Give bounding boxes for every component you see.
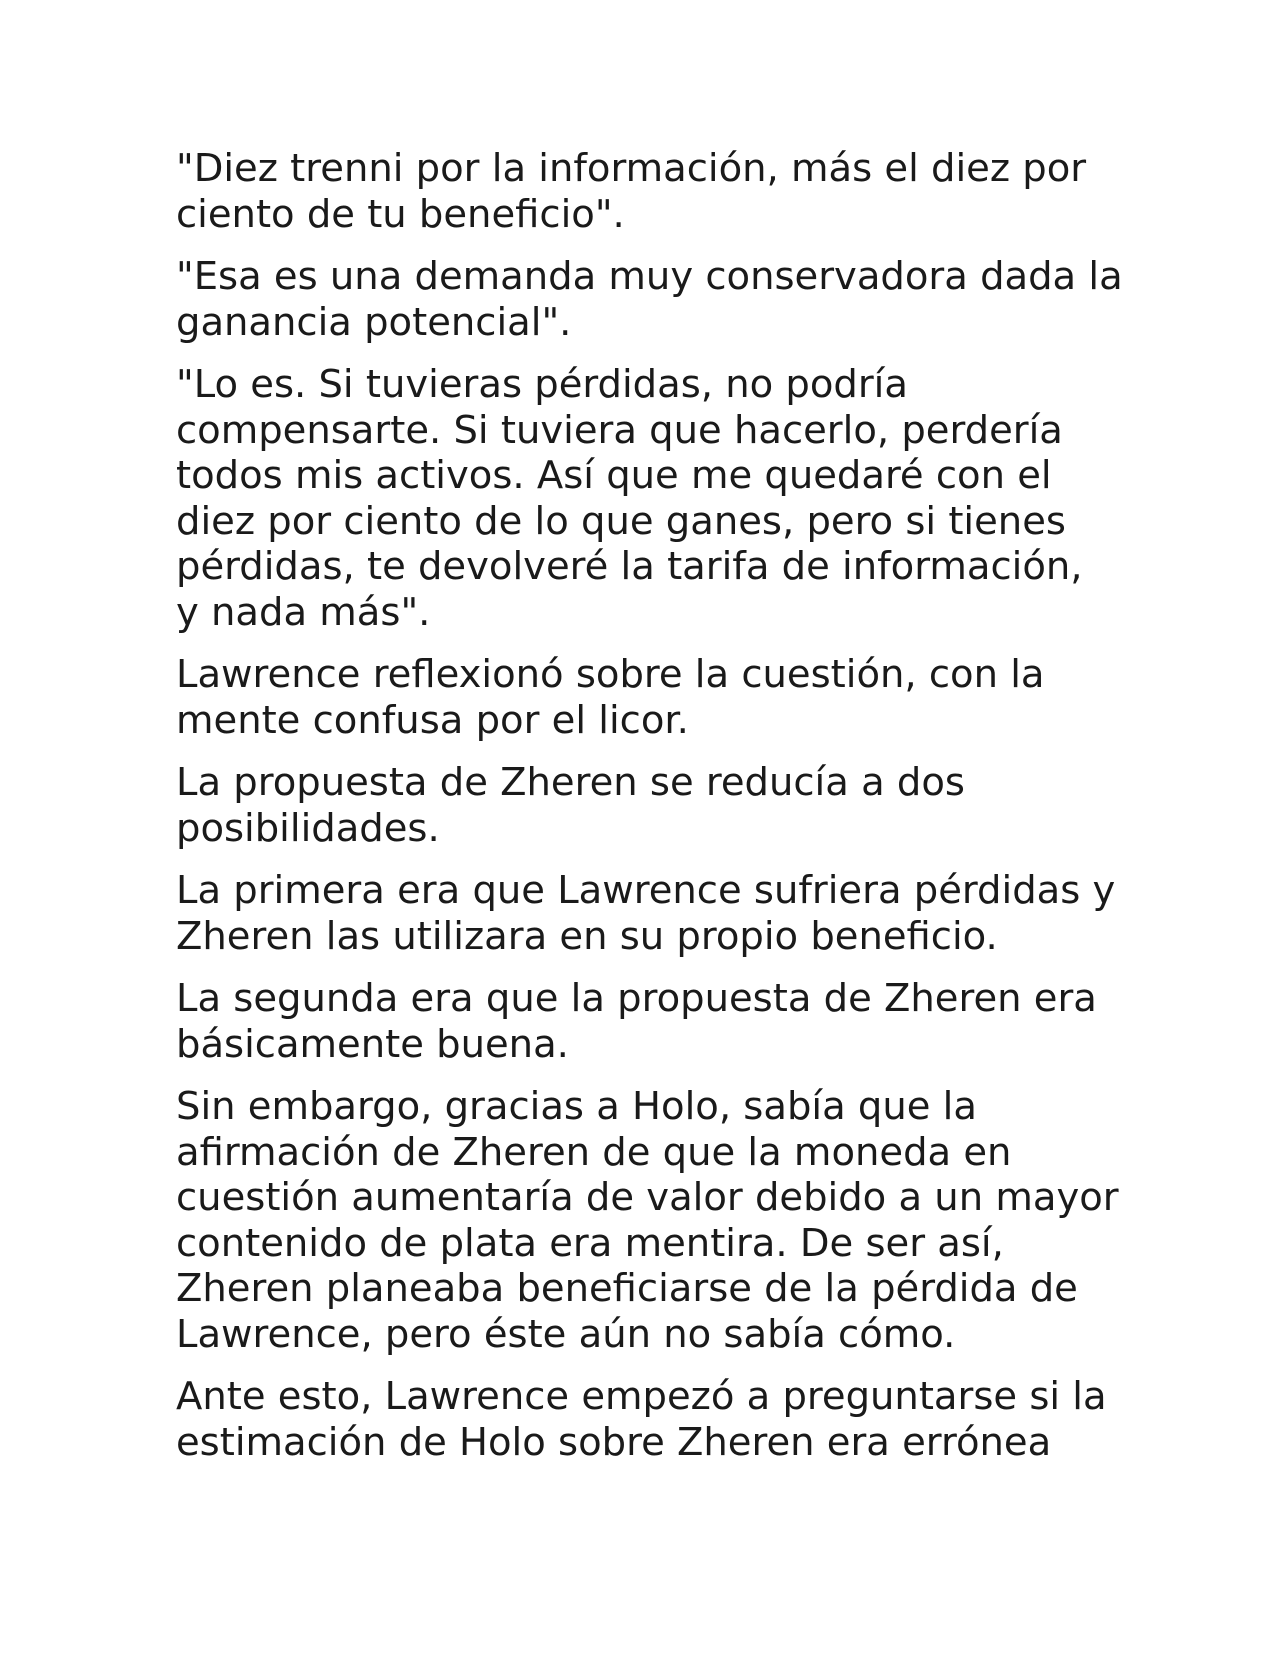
text-line: contenido de plata era mentira. De ser así, <box>176 1220 1004 1266</box>
text-line: posibilidades. <box>176 805 440 851</box>
paragraph <box>176 1374 1116 1465</box>
text-line: Lawrence reflexionó sobre la cuestión, con la <box>176 652 1045 697</box>
text-line: La propuesta de Zheren se reducía a dos <box>176 760 965 805</box>
text-line: La segunda era que la propuesta de Zheren era <box>176 976 1097 1021</box>
text-line: ciento de tu beneficio". <box>176 191 625 237</box>
paragraph <box>176 868 1116 959</box>
text-line: "Lo es. Si tuvieras pérdidas, no podría <box>176 362 908 407</box>
text-line: "Diez trenni por la información, más el diez por <box>176 146 1087 191</box>
text-line: Sin embargo, gracias a Holo, sabía que la <box>176 1084 977 1129</box>
text-line: todos mis activos. Así que me quedaré con el <box>176 453 1052 498</box>
text-line: estimación de Holo sobre Zheren era errónea <box>176 1419 1052 1465</box>
text-line: diez por ciento de lo que ganes, pero si tienes <box>176 498 1066 544</box>
text-line: Ante esto, Lawrence empezó a preguntarse si la <box>176 1374 1107 1419</box>
paragraph <box>176 1084 1119 1357</box>
body-text <box>176 146 1123 1482</box>
paragraph <box>176 254 1123 345</box>
text-line: afirmación de Zheren de que la moneda en <box>176 1129 1012 1175</box>
paragraph <box>176 976 1116 1067</box>
text-line: Zheren las utilizara en su propio beneficio. <box>176 913 998 959</box>
text-line: "Esa es una demanda muy conservadora dada la <box>176 254 1123 299</box>
text-line: La primera era que Lawrence sufriera pérdidas y <box>176 868 1116 913</box>
text-line: cuestión aumentaría de valor debido a un mayor <box>176 1175 1119 1220</box>
paragraph <box>176 146 1116 237</box>
paragraph <box>176 652 1116 743</box>
text-line: Zheren planeaba beneficiarse de la pérdida de <box>176 1266 1078 1311</box>
text-line: y nada más". <box>176 589 431 635</box>
paragraph <box>176 362 1116 635</box>
paragraph <box>176 760 1116 851</box>
text-line: Lawrence, pero éste aún no sabía cómo. <box>176 1311 956 1357</box>
text-line: mente confusa por el licor. <box>176 697 689 743</box>
text-line: pérdidas, te devolveré la tarifa de información, <box>176 544 1083 589</box>
text-line: compensarte. Si tuviera que hacerlo, perdería <box>176 407 1063 453</box>
text-line: básicamente buena. <box>176 1021 569 1067</box>
text-line: ganancia potencial". <box>176 299 572 345</box>
